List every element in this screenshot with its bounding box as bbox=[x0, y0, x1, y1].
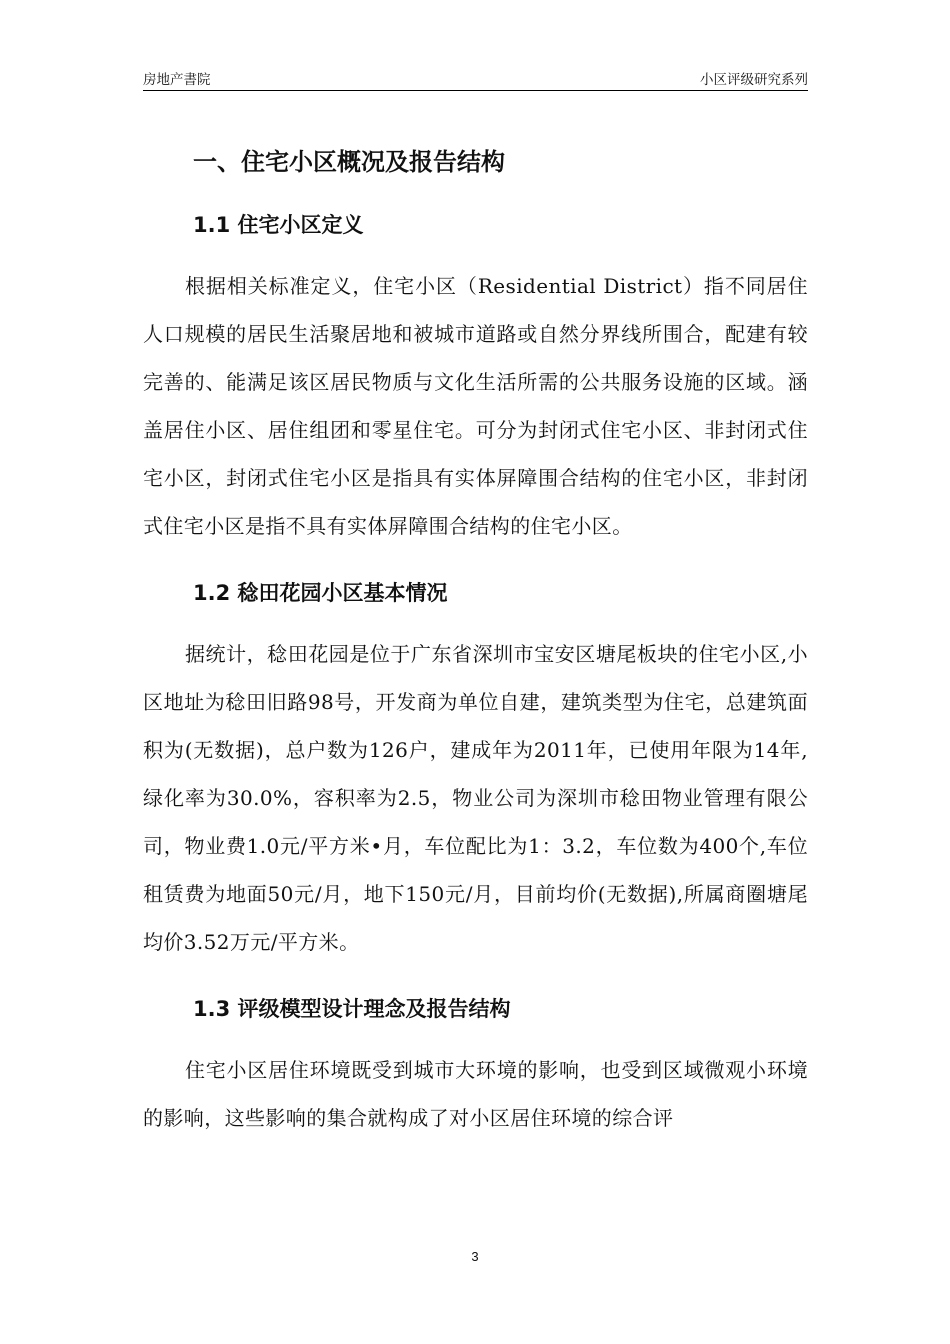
subsection-title-1-3: 1.3 评级模型设计理念及报告结构 bbox=[193, 997, 511, 1021]
subsection-title-1-1: 1.1 住宅小区定义 bbox=[193, 213, 364, 237]
paragraph-basic-info: 据统计，稔田花园是位于广东省深圳市宝安区塘尾板块的住宅小区,小区地址为稔田旧路98号，开发商为单位自建，建筑类型为住宅，总建筑面积为(无数据)，总户数为126户，建成年为2011年，已使用年限为14年,绿化率为30.0%，容积率为2.5，物业公司为深圳市稔田物业管理有限公司，物业费1.0元/平方米•月，车位配比为1：3.2，车位数为400个,车位租赁费为地面50元/月，地下150元/月，目前均价(无数据),所属商圈塘尾均价3.52万元/平方米。 bbox=[143, 642, 808, 954]
document-body bbox=[143, 142, 808, 1166]
header-series-title: 小区评级研究系列 bbox=[700, 72, 808, 88]
page-header bbox=[143, 68, 808, 91]
subsection-title-1-2: 1.2 稔田花园小区基本情况 bbox=[193, 581, 448, 605]
paragraph-definition: 根据相关标准定义，住宅小区（Residential District）指不同居住人口规模的居民生活聚居地和被城市道路或自然分界线所围合，配建有较完善的、能满足该区居民物质与文化生活所需的公共服务设施的区域。涵盖居住小区、居住组团和零星住宅。可分为封闭式住宅小区、非封闭式住宅小区，封闭式住宅小区是指具有实体屏障围合结构的住宅小区，非封闭式住宅小区是指不具有实体屏障围合结构的住宅小区。 bbox=[143, 274, 808, 538]
paragraph-model-design: 住宅小区居住环境既受到城市大环境的影响，也受到区域微观小环境的影响，这些影响的集合就构成了对小区居住环境的综合评 bbox=[143, 1058, 808, 1130]
section-title: 一、住宅小区概况及报告结构 bbox=[193, 148, 505, 176]
header-publisher: 房地产書院 bbox=[143, 72, 211, 88]
page-number: 3 bbox=[471, 1249, 479, 1264]
